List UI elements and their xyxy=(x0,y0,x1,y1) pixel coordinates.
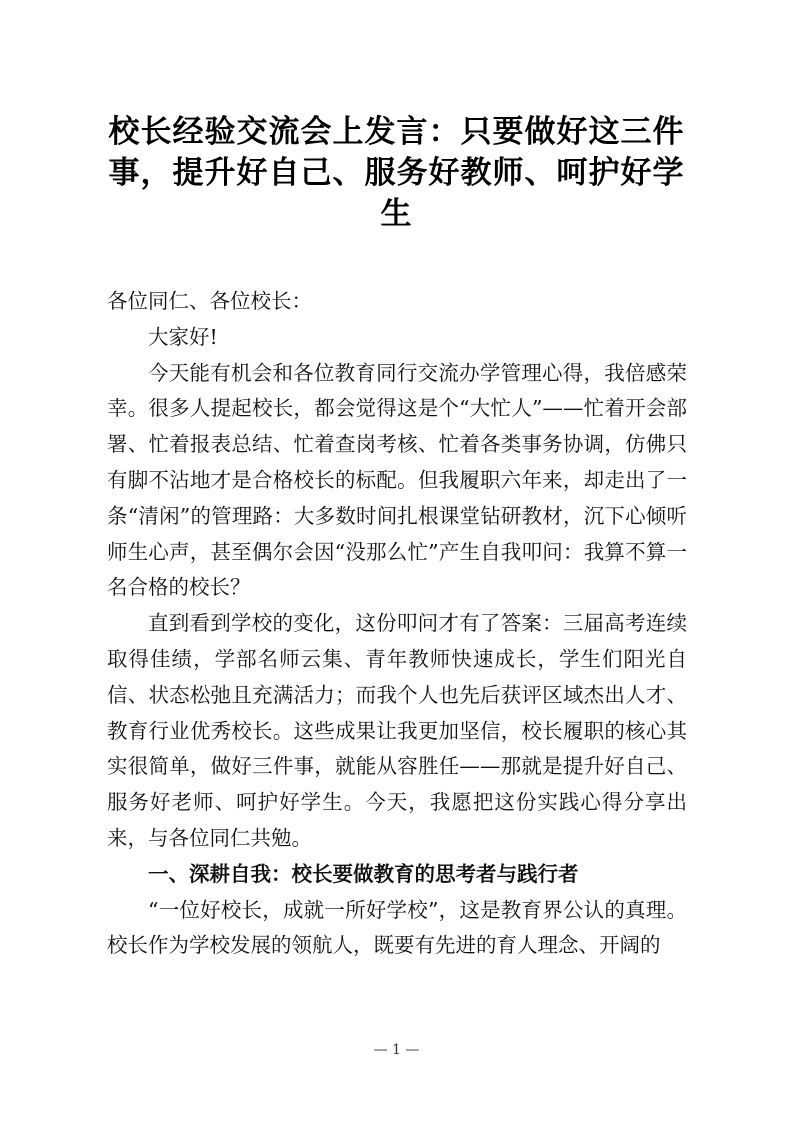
salutation: 各位同仁、各位校长： xyxy=(107,289,312,313)
paragraph: 今天能有机会和各位教育同行交流办学管理心得，我倍感荣幸。很多人提起校长，都会觉得这是个“大忙人”——忙着开会部署、忙着报表总结、忙着查岗考核、忙着各类事务协调，仿佛只有脚不沾地才是合格校长的标配。但我履职六年来，却走出了一条“清闲”的管理路：大多数时间扎根课堂钻研教材，沉下心倾听师生心声，甚至偶尔会因“没那么忙”产生自我叩问：我算不算一名合格的校长？ xyxy=(107,360,687,600)
page-number: — 1 — xyxy=(373,1042,420,1058)
greeting: 大家好! xyxy=(148,324,218,349)
section-heading: 一、深耕自我：校长要做教育的思考者与践行者 xyxy=(148,861,579,886)
paragraph: “一位好校长，成就一所好学校”，这是教育界公认的真理。校长作为学校发展的领航人，既要有先进的育人理念、开阔的 xyxy=(107,897,687,958)
document-body xyxy=(107,284,687,964)
paragraph: 直到看到学校的变化，这份叩问才有了答案：三届高考连续取得佳绩，学部名师云集、青年教师快速成长，学生们阳光自信、状态松弛且充满活力；而我个人也先后获评区域杰出人才、教育行业优秀校长。这些成果让我更加坚信，校长履职的核心其实很简单，做好三件事，就能从容胜任——那就是提升好自己、服务好老师、呵护好学生。今天，我愿把这份实践心得分享出来，与各位同仁共勉。 xyxy=(107,611,687,850)
document-title: 校长经验交流会上发言：只要做好这三件事，提升好自己、服务好教师、呵护好学生 xyxy=(108,114,685,232)
